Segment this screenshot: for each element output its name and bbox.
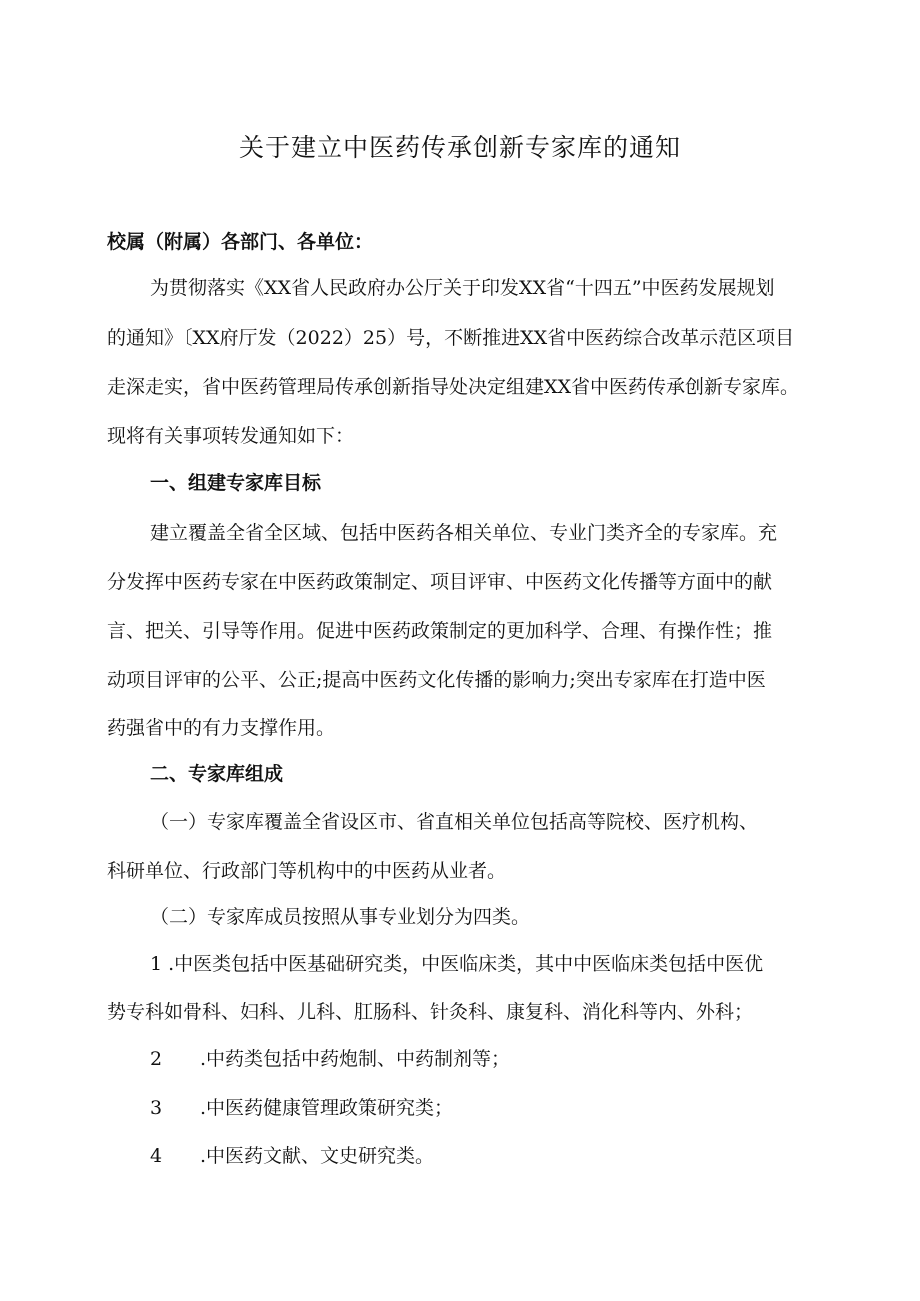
section1-line-3: 言、把关、引导等作用。促进中医药政策制定的更加科学、合理、有操作性；推 xyxy=(107,620,773,642)
document-title: 关于建立中医药传承创新专家库的通知 xyxy=(238,133,681,162)
item1-line-1: 1 .中医类包括中医基础研究类，中医临床类，其中中医临床类包括中医优 xyxy=(150,953,764,975)
section1-line-2: 分发挥中医药专家在中医药政策制定、项目评审、中医药文化传播等方面中的献 xyxy=(107,571,773,593)
item4-number: 4 xyxy=(150,1145,163,1167)
section1-line-1: 建立覆盖全省全区域、包括中医药各相关单位、专业门类齐全的专家库。充 xyxy=(150,522,778,544)
section2-heading: 二、专家库组成 xyxy=(150,763,284,785)
item1-line-2: 势专科如骨科、妇科、儿科、肛肠科、针灸科、康复科、消化科等内、外科； xyxy=(107,1001,754,1023)
item2-text: .中药类包括中药炮制、中药制剂等； xyxy=(200,1048,511,1070)
intro-line-1: 为贯彻落实《XX省人民政府办公厅关于印发XX省“十四五”中医药发展规划 xyxy=(150,277,775,299)
item3-text: .中医药健康管理政策研究类； xyxy=(200,1097,454,1119)
section1-line-4: 动项目评审的公平、公正;提高中医药文化传播的影响力;突出专家库在打造中医 xyxy=(107,669,766,691)
section2-para1-line-2: 科研单位、行政部门等机构中的中医药从业者。 xyxy=(107,860,507,882)
item3-number: 3 xyxy=(150,1097,163,1119)
section2-para1-line-1: （一）专家库覆盖全省设区市、省直相关单位包括高等院校、医疗机构、 xyxy=(150,811,759,833)
salutation: 校属（附属）各部门、各单位： xyxy=(107,231,374,253)
section2-para2: （二）专家库成员按照从事专业划分为四类。 xyxy=(150,906,531,928)
intro-line-3: 走深走实，省中医药管理局传承创新指导处决定组建XX省中医药传承创新专家库。 xyxy=(107,376,800,398)
intro-line-2: 的通知》〔XX府厅发（2022）25）号，不断推进XX省中医药综合改革示范区项目 xyxy=(107,327,795,349)
intro-line-4: 现将有关事项转发通知如下： xyxy=(107,425,355,447)
item4-text: .中医药文献、文史研究类。 xyxy=(200,1145,435,1167)
item2-number: 2 xyxy=(150,1048,163,1070)
section1-heading: 一、组建专家库目标 xyxy=(150,472,322,494)
section1-line-5: 药强省中的有力支撑作用。 xyxy=(107,717,336,739)
